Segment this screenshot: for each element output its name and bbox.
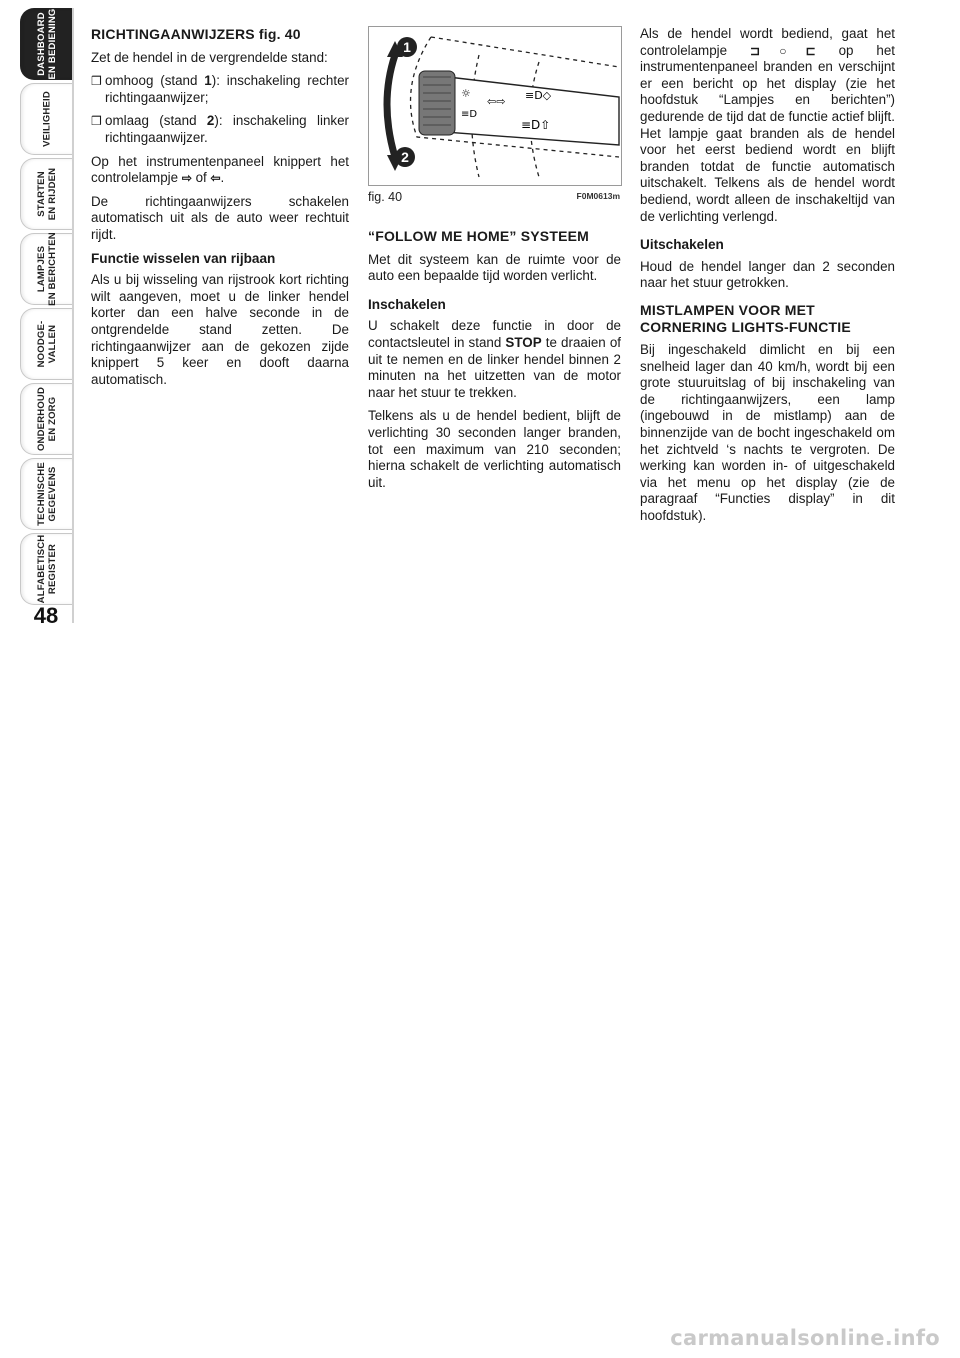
tab-dashboard[interactable]	[20, 8, 72, 80]
sidelight-icon: ☼	[461, 87, 471, 100]
paragraph: Met dit systeem kan de ruimte voor de auto een bepaalde tijd worden verlicht.	[368, 251, 621, 284]
column-left	[91, 26, 349, 395]
tab-label: ALFABETISCH REGISTER	[35, 534, 58, 604]
text: te draaien of uit te nemen en de linker hendel binnen 2 minuten na het uitzetten van de motor naar het stuur te trekken.	[368, 334, 621, 400]
paragraph: Zet de hendel in de vergrendelde stand:	[91, 49, 328, 65]
figure-caption	[368, 190, 622, 206]
list-item	[91, 73, 349, 106]
text: .	[220, 170, 225, 186]
tab-label: LAMPJES EN BERICHTEN	[35, 232, 58, 306]
paragraph: Als u bij wisseling van rijstrook kort richting wilt aangeven, moet u de linker hendel korter dan een halve seconde in de ontgrendelde stand zetten. De richtingaanwijzer aan de gekozen zijde knippert 5 keer en dooft daarna automatisch.	[91, 272, 349, 387]
tab-noodgevallen[interactable]	[20, 308, 72, 380]
flash-icon: ≡D⇧	[521, 118, 551, 132]
tab-label: ONDERHOUD EN ZORG	[35, 386, 58, 452]
tab-lampjes[interactable]	[20, 233, 72, 305]
text: Als de hendel wordt bediend, gaat het controlelampje	[640, 26, 895, 58]
section-heading-richtingaanwijzers: RICHTINGAANWIJZERS fig. 40	[91, 26, 301, 42]
list-item	[91, 113, 349, 146]
marker-label: 1	[403, 39, 411, 55]
section-heading-follow-me-home: “FOLLOW ME HOME” SYSTEEM	[368, 228, 590, 244]
paragraph: Houd de hendel langer dan 2 seconden naar het stuur getrokken.	[640, 258, 895, 291]
paragraph	[368, 318, 621, 401]
tab-technische[interactable]	[20, 458, 72, 530]
bullet-text: omhoog (stand	[105, 73, 205, 89]
checkbox-bullet-icon: ❒	[91, 114, 102, 129]
position-number: 2	[206, 113, 215, 129]
text: U schakelt deze functie in door de contactsleutel in stand	[368, 318, 621, 350]
text: op het instrumentenpaneel branden en verschijnt er een bericht op het display (zie het hoofdstuk “Lampjes en berichten”) gedurende de tijd dat de functie actief blijft. Het lampje gaat branden als de hendel voor het eerst bediend wordt en blijft branden totdat de functie automatisch uitschakelt. Telkens als de hendel wordt bediend, wordt alleen de inschakeltijd van de verlichting verlengd.	[640, 42, 896, 224]
tab-veiligheid[interactable]	[20, 83, 72, 155]
lever-body	[431, 75, 619, 145]
tab-label: DASHBOARD EN BEDIENING	[35, 8, 58, 80]
bullet-text: omlaag (stand	[105, 113, 207, 129]
bullet-text: ): inschakeling rechter richtingaanwijzer;	[105, 73, 349, 105]
page-number: 48	[33, 603, 59, 628]
motion-arc	[387, 55, 395, 157]
sub-heading-rijbaan: Functie wisselen van rijbaan	[91, 250, 276, 266]
stop-position: STOP	[505, 334, 542, 350]
watermark: carmanualsonline.info	[670, 1326, 940, 1350]
tab-label: NOODGE- VALLEN	[35, 320, 58, 368]
sub-heading-uitschakelen: Uitschakelen	[640, 237, 724, 253]
stalk-illustration	[369, 27, 621, 185]
tab-onderhoud[interactable]	[20, 383, 72, 455]
turn-left-arrow-icon: ⇦	[210, 171, 221, 186]
figure-code: F0M0613m	[576, 191, 620, 201]
tab-bar-edge	[72, 8, 74, 623]
paragraph: De richtingaanwijzers schakelen automatisch uit als de auto weer rechtuit rijdt.	[91, 193, 349, 242]
paragraph	[91, 154, 349, 187]
lowbeam-icon: ≡D	[461, 109, 478, 120]
marker-label: 2	[401, 149, 409, 165]
follow-me-home-lamp-icon: ⊐○⊏	[749, 43, 816, 58]
tab-register[interactable]	[20, 533, 72, 605]
tab-label: TECHNISCHE GEGEVENS	[35, 462, 58, 526]
paragraph	[640, 26, 895, 225]
tab-label: STARTEN EN RIJDEN	[35, 167, 58, 221]
column-middle	[368, 228, 621, 498]
figure-stalk-switch	[368, 26, 622, 186]
tab-label: VEILIGHEID	[41, 91, 52, 147]
checkbox-bullet-icon: ❒	[91, 74, 102, 89]
highbeam-icon: ≡D◇	[525, 89, 552, 102]
paragraph: Bij ingeschakeld dimlicht en bij een snelheid lager dan 40 km/h, wordt bij een grote stuuruitslag of bij inschakeling van de richtingaanwijzers, een lamp (ingebouwd in de mistlamp) aan de binnenzijde van de bocht ingeschakeld om het zichtveld ‘s nachts te vergroten. De werking kan worden in- of uitgeschakeld via het menu op het display (zie de paragraaf “Functies display” in dit hoofdstuk).	[640, 342, 895, 524]
position-number: 1	[204, 73, 212, 89]
tab-starten[interactable]	[20, 158, 72, 230]
figure-number: fig. 40	[368, 190, 403, 204]
turn-right-arrow-icon: ⇨	[181, 171, 192, 186]
section-heading-mistlampen: MISTLAMPEN VOOR MET CORNERING LIGHTS-FUNCTIE	[640, 301, 851, 335]
column-right	[640, 26, 895, 532]
bullet-text: ): inschakeling linker richtingaanwijzer.	[105, 113, 349, 145]
indicator-arrows-icon: ⇦⇨	[487, 95, 506, 108]
paragraph: Telkens als u de hendel bedient, blijft de verlichting 30 seconden langer branden, tot een maximum van 210 seconden; hierna schakelt de verlichting automatisch uit.	[368, 408, 621, 490]
text: of	[191, 170, 211, 186]
sub-heading-inschakelen: Inschakelen	[368, 296, 446, 312]
text: Op het instrumentenpaneel knippert het controlelampje	[91, 153, 349, 186]
